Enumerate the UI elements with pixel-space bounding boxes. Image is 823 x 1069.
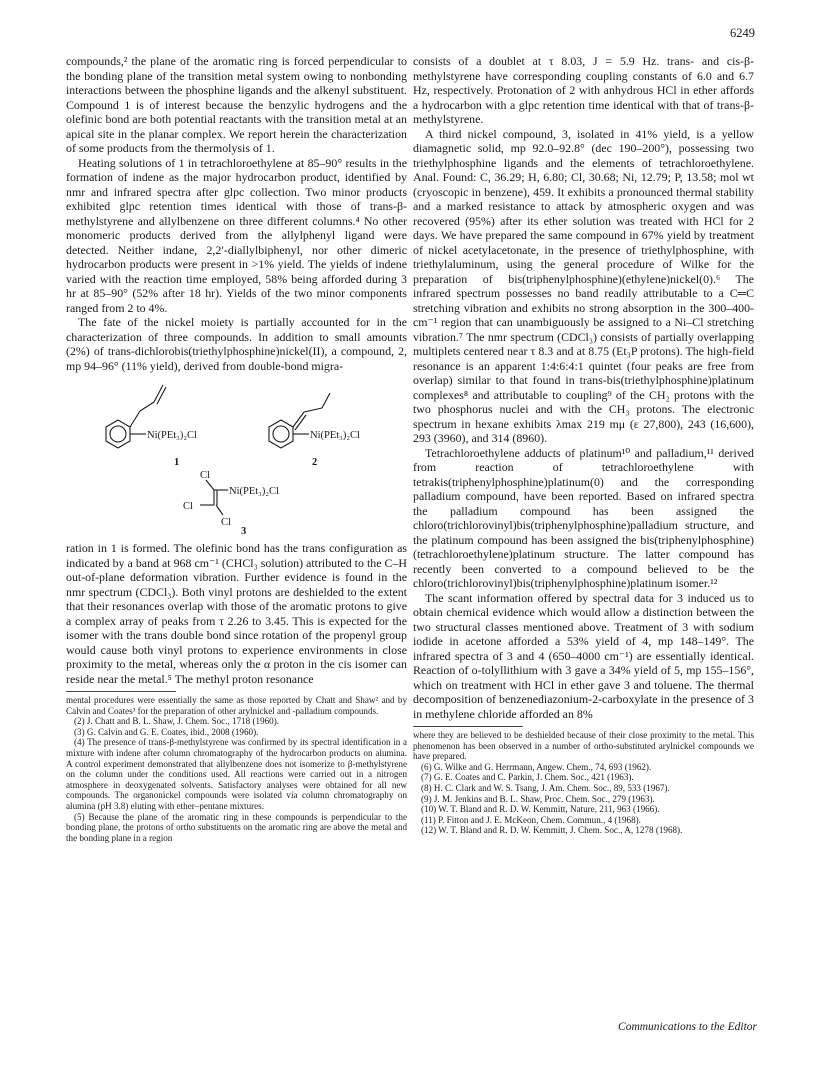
structure-diagram (66, 377, 407, 535)
body-paragraph: The fate of the nickel moiety is partially accounted for in the characterization of three compounds. In addition to small amounts (2%) of trans-dichlorobis(triethylphosphine)nickel(II), a compound, 2, mp 94–96° (11% yield), derived from double-bond migra- (66, 315, 407, 373)
chemical-structures (66, 377, 407, 535)
footnote: (4) The presence of trans-β-methylstyrene was confirmed by its spectral identification in a mixture with indene after column chromatography of the hydrocarbon products on alumina. A control experiment demonstrated that allylbenzene does not isomerize to β-methylstyrene on the column under the conditions used. All reactions were carried out in a nitrogen atmosphere in deoxygenated solvents. Satisfactory analyses were obtained for all new compounds. The organonickel compounds were isolated via column chromatography on alumina (pH 3.8) eluting with ether–pentane mixtures. (66, 737, 407, 811)
compound-3-label: 3 (241, 526, 247, 535)
right-column (413, 54, 754, 836)
compound-3-chlorine-left: Cl (183, 501, 193, 512)
footnote-divider (413, 726, 523, 727)
compound-1-label: 1 (174, 457, 180, 468)
compound-1-ni-group: Ni(PEt₃)₂Cl (147, 430, 197, 441)
left-footnotes (66, 695, 407, 843)
footnote: (3) G. Calvin and G. E. Coates, ibid., 2008 (1960). (74, 726, 259, 737)
page-number: 6249 (730, 26, 755, 40)
footnote: where they are believed to be deshielded because of their close proximity to the metal. This phenomenon has been observed in a number of ortho-substituted arylnickel compounds we have prepared. (413, 730, 754, 762)
body-paragraph: Heating solutions of 1 in tetrachloroethylene at 85–90° results in the formation of indene as the major hydrocarbon product, identified by nmr and infrared spectra after glpc collection. Two minor products exhibited glpc retention times identical with those of trans-β-methylstyrene and allylbenzene on three different columns.⁴ No other monomeric products derived from the allylphenyl ligand were detected. Neither indane, 2,2′-diallylbiphenyl, nor other dimeric hydrocarbon products were present in >1% yield. The yields of indene varied with the reaction time employed, 58% being afforded during 3 hr at 85–90° (52% after 18 hr). Yields of the two minor components ranged from 2 to 4%. (66, 155, 407, 315)
compound-2-aromatic-circle (273, 426, 289, 442)
footnote: (11) P. Fitton and J. E. McKeon, Chem. Commun., 4 (1968). (421, 814, 641, 825)
body-paragraph: consists of a doublet at τ 8.03, J = 5.9 Hz. trans- and cis-β-methylstyrene have corresponding coupling constants of 6.0 and 6.7 Hz, respectively. Protonation of 2 with anhydrous HCl in ether affords a hydrocarbon with a glpc retention time identical with that of trans-β-methylstyrene. (413, 54, 754, 126)
footnote: (2) J. Chatt and B. L. Shaw, J. Chem. Soc., 1718 (1960). (74, 716, 280, 727)
footnote: (7) G. E. Coates and C. Parkin, J. Chem. Soc., 421 (1963). (421, 772, 634, 783)
body-paragraph: compounds,² the plane of the aromatic ring is forced perpendicular to the bonding plane of the transition metal system owing to nonbonding interactions between the phosphine ligands and the alkenyl substituent. Compound 1 is of interest because the benzylic hydrogens and the olefinic bond are both potential reactants with the transition metal at an apical site in the planar complex. We report herein the characterization of some products from the thermolysis of 1. (66, 54, 407, 155)
footnote-divider (66, 691, 176, 692)
body-paragraph: A third nickel compound, 3, isolated in 41% yield, is a yellow diamagnetic solid, mp 92.0–92.8° (dec 190–200°), possessing two triethylphosphine ligands and the elements of tetrachloroethylene. Anal. Found: C, 36.29; H, 6.80; Cl, 30.68; Ni, 12.79; P, 13.58; mol wt (cryoscopic in benzene), 459. It exhibits a pronounced thermal stability and a marked resistance to attack by atmospheric oxygen and was recovered (95%) after its ether solution was treated with HCl for 2 days. We have prepared the same compound in 67% yield by treatment of nickel acetylacetonate, in the presence of triethylphosphine, with triethylaluminum, using the general procedure of Wilke for the preparation of bis(triphenylphosphine)(ethylene)nickel(0).⁶ The infrared spectrum possesses no band readily attributable to a C═C stretching vibration and exhibits no strong absorption in the 300–400-cm⁻¹ region that can unambiguously be assigned to a Ni–Cl stretching vibration.⁷ The nmr spectrum (CDCl₃) consists of partially overlapping multiplets centered near τ 8.3 and at 8.75 (Et₃P protons). The high-field resonance is an apparent 1:4:6:4:1 quintet (four peaks are free from overlap) similar to that found in trans-bis(triethylphosphine)platinum complexes⁸ and attributable to coupling⁹ of the CH₂ protons with the two phosphorus nuclei and with the CH₃ protons. The electronic spectrum in hexane exhibits λmax 219 mμ (ε 27,800), 243 (16,600), 293 (3960), and 314 (8960). (413, 126, 754, 445)
footnote: mental procedures were essentially the same as those reported by Chatt and Shaw² and by Calvin and Coates³ for the preparation of other arylnickel and -palladium compounds. (66, 695, 407, 716)
left-column (66, 54, 407, 843)
compound-3-chlorine-bottom: Cl (221, 517, 231, 528)
compound-2-label: 2 (312, 457, 318, 468)
body-paragraph: Tetrachloroethylene adducts of platinum¹⁰ and palladium,¹¹ derived from reaction of tetrachloroethylene with tetrakis(triphenylphosphine)platinum(0) and the corresponding palladium compound, have been reported. Based on infrared spectra the palladium compound has been assigned the chloro(trichlorovinyl)bis(triphenylphosphine)palladium structure, and the platinum compound has been assigned the bis(triphenylphosphine)(tetrachloroethylene)platinum structure. The latter compound has recently been converted to a compound believed to be the chloro(trichlorovinyl)bis(triphenylphosphine)platinum isomer.¹² (413, 445, 754, 590)
running-footer: Communications to the Editor (618, 1021, 757, 1033)
right-footnotes (413, 730, 754, 836)
footnote: (9) J. M. Jenkins and B. L. Shaw, Proc. Chem. Soc., 279 (1963). (421, 793, 655, 804)
compound-3-ni-group: Ni(PEt₃)₂Cl (229, 486, 279, 497)
footnote: (8) H. C. Clark and W. S. Tsang, J. Am. Chem. Soc., 89, 533 (1967). (421, 782, 670, 793)
compound-2-ni-group: Ni(PEt₃)₂Cl (310, 430, 360, 441)
compound-3-chlorine-top: Cl (200, 470, 210, 481)
body-paragraph: ration in 1 is formed. The olefinic bond has the trans configuration as indicated by a band at 968 cm⁻¹ (CHCl₃ solution) attributed to the C–H out-of-plane deformation vibration. Further evidence is found in the nmr spectrum (CDCl₃). Both vinyl protons are deshielded to the extent that their resonances overlap with those of the aromatic protons to give a complex array of peaks from τ 2.26 to 3.45. This is expected for the isomer with the trans double bond since rotation of the propenyl group would cause both vinyl protons to experience environments in close proximity to the metal, whereas only the α proton in the cis isomer can reside near the metal.⁵ The methyl proton resonance (66, 541, 407, 686)
footnote: (5) Because the plane of the aromatic ring in these compounds is perpendicular to the bonding plane, the protons of ortho substituents on the aromatic ring are above the metal and the bonding plane in a region (66, 811, 407, 843)
body-paragraph: The scant information offered by spectral data for 3 induced us to obtain chemical evidence which would allow a distinction between the two structural classes mentioned above. Treatment of 3 with sodium iodide in acetone afforded a 53% yield of 4, mp 148–149°. The infrared spectra of 3 and 4 (650–4000 cm⁻¹) are essentially identical. Reaction of o-tolyllithium with 3 gave a 34% yield of 5, mp 155–156°, which on treatment with HCl in ether gave 3 and toluene. The thermal decomposition of benzenediazonium-2-carboxylate in the presence of 3 in methylene chloride afforded an 8% (413, 590, 754, 721)
compound-1-aromatic-circle (110, 426, 126, 442)
footnote: (10) W. T. Bland and R. D. W. Kemmitt, Nature, 211, 963 (1966). (421, 804, 660, 815)
footnote: (12) W. T. Bland and R. D. W. Kemmitt, J. Chem. Soc., A, 1278 (1968). (421, 825, 683, 836)
footnote: (6) G. Wilke and G. Herrmann, Angew. Chem., 74, 693 (1962). (421, 761, 652, 772)
